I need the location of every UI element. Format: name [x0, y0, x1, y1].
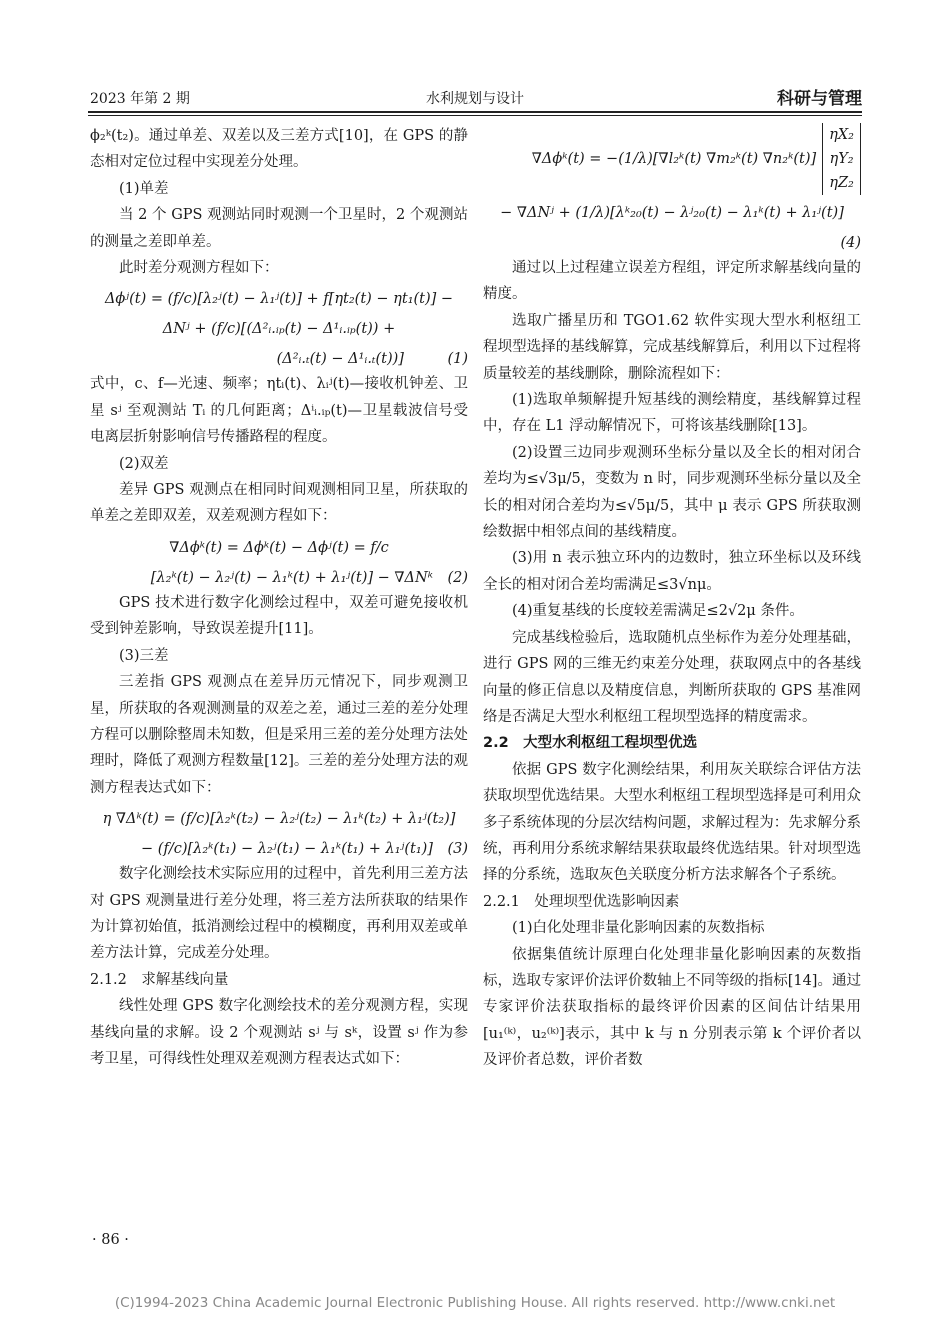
paragraph: 三差指 GPS 观测点在差异历元情况下，同步观测卫星，所获取的各观测测量的双差之差，通过三差的差分处理方程可以删除整周未知数，但是采用三差的差分处理方法处理时，降低了观测方程数量[12]。三差的差分处理方法的观测方程表达式如下： — [90, 674, 468, 796]
paragraph: 当 2 个 GPS 观测站同时观测一个卫星时，2 个观测站的测量之差即单差。 — [90, 207, 468, 250]
matrix-entry: ηZ₂ — [829, 175, 854, 191]
paragraph: 数字化测绘技术实际应用的过程中，首先利用三差方法对 GPS 观测量进行差分处理，将三差方法所获取的结果作为计算初始值，抵消测绘过程中的模糊度，再利用双差或单差方法计算，完成差分处理。 — [90, 866, 468, 962]
paragraph: 差异 GPS 观测点在相同时间观测相同卫星，所获取的单差之差即双差，双差观测方程如下： — [90, 482, 468, 525]
paragraph: ϕ₂ᵏ(t₂)。通过单差、双差以及三差方式[10]，在 GPS 的静态相对定位过程中实现差分处理。 — [90, 128, 468, 171]
equation: η ∇Δᵏ(t) = (f/c)[λ₂ᵏ(t₂) − λ₂ʲ(t₂) − λ₁ᵏ(t₂) + λ₁ʲ(t₂)] — [102, 811, 456, 828]
equation-matrix — [483, 123, 861, 195]
header-rule-thin — [88, 115, 862, 116]
paragraph: 依据集值统计原理白化处理非量化影响因素的灰数指标，选取专家评价法评价数轴上不同等级的指标[14]。通过专家评价法获取指标的最终评价因素的区间估计结果用[u₁⁽ᵏ⁾，u₂⁽ᵏ⁾]表示，其中 k 与 n 分别表示第 k 个评价者以及评价者总数，评价者数 — [483, 946, 861, 1069]
equation: [λ₂ᵏ(t) − λ₂ʲ(t) − λ₁ᵏ(t) + λ₁ʲ(t)] − ∇ΔNᵏ (2) — [150, 569, 468, 586]
paragraph: 通过以上过程建立误差方程组，评定所求解基线向量的精度。 — [483, 260, 861, 303]
matrix-vector — [822, 123, 861, 195]
equation: ∇Δϕᵏ(t) = Δϕᵏ(t) − Δϕʲ(t) = f/c — [169, 539, 389, 556]
equation: (4) — [840, 235, 861, 251]
left-column — [90, 123, 468, 1072]
equation: (Δ²ᵢ.ₜ(t) − Δ¹ᵢ.ₜ(t))] (1) — [276, 351, 468, 368]
paragraph: 线性处理 GPS 数字化测绘技术的差分观测方程，实现基线向量的求解。设 2 个观测站 sʲ 与 sᵏ，设置 sʲ 作为参考卫星，可得线性处理双差观测方程表达式如下： — [90, 998, 468, 1067]
section-heading: 2.2 大型水利枢纽工程坝型优选 — [483, 735, 698, 752]
paragraph: (1)选取单频解提升短基线的测绘精度，基线解算过程中，存在 L1 浮动解情况下，可将该基线删除[13]。 — [483, 392, 861, 435]
header-rule-thick — [88, 111, 862, 113]
copyright-footer: (C)1994-2023 China Academic Journal Electronic Publishing House. All rights reserved. http://www.cnki.net — [114, 1295, 836, 1311]
equation: − (f/c)[λ₂ᵏ(t₁) − λ₂ʲ(t₁) − λ₁ᵏ(t₁) + λ₁ʲ(t₁)] (3) — [141, 841, 468, 858]
paragraph: 依据 GPS 数字化测绘结果，利用灰关联综合评估方法获取坝型优选结果。大型水利枢纽工程坝型选择是可利用众多子系统体现的分层次结构问题，求解过程为：先求解分系统，再利用分系统求解结果获取最终优选结果。针对坝型选择的分系统，选取灰色关联度分析方法求解各个子系统。 — [483, 761, 861, 884]
right-column — [483, 123, 861, 1074]
paragraph: (3)用 n 表示独立环内的边数时，独立环坐标以及环线全长的相对闭合差均需满足≤3√nμ。 — [483, 550, 861, 593]
paragraph: (1)单差 — [119, 180, 169, 197]
equation: Δϕʲ(t) = (f/c)[λ₂ʲ(t) − λ₁ʲ(t)] + f[ηt₂(t) − ηt₁(t)] − — [104, 291, 454, 308]
journal-title: 水利规划与设计 — [426, 91, 524, 107]
paragraph: 式中，c、f—光速、频率；ηtᵢ(t)、λᵢʲ(t)—接收机钟差、卫星 sʲ 至观测站 Tᵢ 的几何距离；Δⁱᵢ.ᵢₚ(t)—卫星载波信号受电离层折射影响信号传播路程的程度。 — [90, 376, 468, 446]
section-title: 科研与管理 — [777, 89, 862, 109]
equation-text: ∇Δϕᵏ(t) = −(1/λ)[∇l₂ᵏ(t) ∇m₂ᵏ(t) ∇n₂ᵏ(t)] — [531, 150, 817, 167]
page-number: · 86 · — [92, 1232, 129, 1248]
journal-issue: 2023 年第 2 期 — [90, 91, 190, 107]
subsection-heading: 2.1.2 求解基线向量 — [90, 971, 229, 988]
paragraph: GPS 技术进行数字化测绘过程中，双差可避免接收机受到钟差影响，导致误差提升[11]。 — [90, 594, 468, 638]
paragraph: (2)设置三边同步观测环坐标分量以及全长的相对闭合差均为≤√3μ/5，变数为 n 时，同步观测环坐标分量以及全长的相对闭合差均为≤√5μ/5，其中 μ 表示 GPS 所获取测绘数据中相邻点间的基线精度。 — [483, 444, 861, 541]
matrix-entry: ηX₂ — [829, 127, 854, 143]
paragraph: (1)白化处理非量化影响因素的灰数指标 — [512, 920, 765, 937]
subsection-heading: 2.2.1 处理坝型优选影响因素 — [483, 893, 680, 910]
paragraph: (2)双差 — [119, 455, 169, 472]
paragraph: 此时差分观测方程如下： — [119, 260, 279, 277]
paragraph: 选取广播星历和 TGO1.62 软件实现大型水利枢纽工程坝型选择的基线解算，完成基线解算后，利用以下过程将质量较差的基线删除，删除流程如下： — [483, 312, 861, 382]
paragraph: (3)三差 — [119, 647, 169, 664]
paragraph: 完成基线检验后，选取随机点坐标作为差分处理基础，进行 GPS 网的三维无约束差分处理，获取网点中的各基线向量的修正信息以及精度信息，判断所获取的 GPS 基准网络是否满足大型水利枢纽工程坝型选择的精度需求。 — [483, 629, 861, 725]
equation: − ∇ΔNʲ + (1/λ)[λᵏ₂₀(t) − λʲ₂₀(t) − λ₁ᵏ(t) + λ₁ʲ(t)] — [500, 205, 844, 221]
equation: ΔNʲ + (f/c)[(Δ²ᵢ.ᵢₚ(t) − Δ¹ᵢ.ᵢₚ(t)) + — [162, 321, 396, 338]
paragraph: (4)重复基线的长度较差需满足≤2√2μ 条件。 — [512, 603, 804, 620]
matrix-entry: ηY₂ — [829, 151, 854, 167]
